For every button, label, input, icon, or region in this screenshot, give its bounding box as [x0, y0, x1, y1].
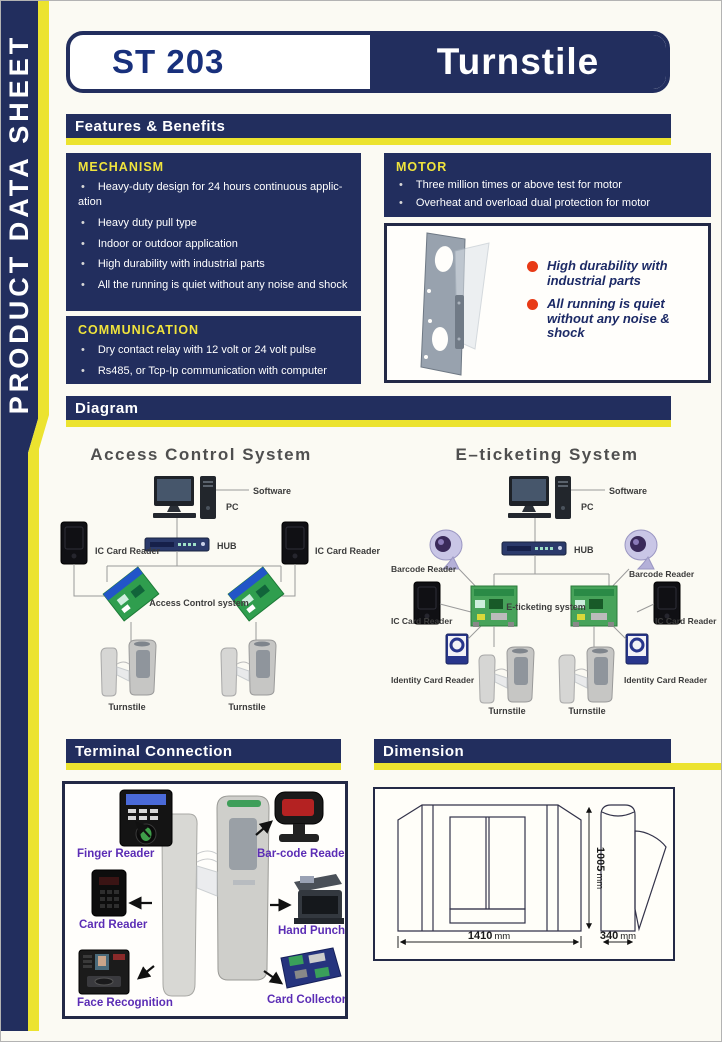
- barcode-reader-image: [275, 792, 323, 842]
- ic-card-reader-icon: [282, 522, 308, 564]
- pc-label: PC: [226, 502, 239, 512]
- height-dimension-label: 1005mm: [594, 846, 606, 890]
- model-number: ST 203: [112, 43, 225, 80]
- motor-image-panel: [384, 223, 711, 383]
- hub-icon: [502, 542, 566, 555]
- ic-card-reader-label: IC Card Reader: [391, 616, 453, 626]
- terminal-connection-figure: [65, 784, 345, 1016]
- motor-box: [384, 153, 711, 217]
- highlight-item: All running is quiet without any noise & shock: [527, 297, 697, 341]
- product-name: Turnstile: [370, 35, 666, 89]
- depth-dimension-label: 340 mm: [599, 930, 637, 942]
- mechanism-item: • High durability with industrial parts: [78, 257, 351, 272]
- eticketing-diagram: [389, 434, 722, 724]
- card-collector-image: [281, 948, 341, 988]
- hub-label: HUB: [574, 545, 594, 555]
- access-diagram-title: Access Control System: [90, 445, 312, 464]
- face-recognition-label: Face Recognition: [77, 997, 173, 1009]
- motor-highlights: [527, 259, 697, 350]
- turnstile-center-image: [162, 796, 269, 996]
- identity-card-reader-icon: [626, 634, 648, 664]
- access-control-diagram: [59, 434, 389, 724]
- side-view-drawing: [601, 805, 666, 931]
- turnstile-icon: [479, 647, 534, 703]
- card-reader-image: [92, 870, 126, 916]
- ic-card-reader-label: IC Card Reader: [95, 546, 161, 556]
- front-view-drawing: [398, 805, 581, 931]
- card-collector-label: Card Collector: [267, 994, 345, 1006]
- header-box: [66, 31, 670, 93]
- face-recognition-image: [79, 950, 129, 994]
- hand-punch-image: [294, 874, 344, 924]
- software-label: Software: [609, 486, 648, 496]
- communication-title: COMMUNICATION: [78, 323, 200, 337]
- width-dimension-label: 1410 mm: [467, 930, 511, 942]
- control-board-icon: [103, 567, 159, 621]
- section-bar-terminal: Terminal Connection: [66, 739, 341, 763]
- identity-card-reader-icon: [446, 634, 468, 664]
- mechanism-box: [66, 153, 361, 311]
- mechanism-title: MECHANISM: [78, 160, 165, 174]
- ic-card-reader-label: IC Card Reader: [655, 616, 717, 626]
- highlight-item: High durability with industrial parts: [527, 259, 697, 288]
- pc-label: PC: [581, 502, 594, 512]
- terminal-underline: [66, 763, 341, 770]
- controller-label: Access Control system: [149, 598, 249, 608]
- communication-item: • Rs485, or Tcp-Ip communication with computer: [78, 364, 351, 379]
- finger-reader-label: Finger Reader: [77, 848, 155, 860]
- section-bar-dimension: Dimension: [374, 739, 671, 763]
- ic-card-reader-icon: [61, 522, 87, 564]
- sidebar-vertical-title: PRODUCT DATA SHEET: [4, 33, 34, 415]
- section-bar-diagram: Diagram: [66, 396, 671, 420]
- communication-box: [66, 316, 361, 384]
- controller-label: E-ticketing system: [506, 602, 586, 612]
- turnstile-label: Turnstile: [228, 702, 266, 712]
- control-board-icon: [228, 567, 284, 621]
- identity-card-reader-label: Identity Card Reader: [624, 675, 708, 685]
- bracket-mechanism-image: [399, 229, 529, 381]
- barcode-reader-label: Barcode Reader: [629, 569, 695, 579]
- mechanism-item: • Indoor or outdoor application: [78, 237, 351, 252]
- dimension-drawing: [375, 789, 673, 959]
- software-label: Software: [253, 486, 292, 496]
- mechanism-item: • Heavy duty pull type: [78, 216, 351, 231]
- turnstile-label: Turnstile: [568, 706, 606, 716]
- dimension-underline: [374, 763, 722, 770]
- turnstile-icon: [559, 647, 614, 703]
- turnstile-icon: [221, 640, 276, 696]
- mechanism-item: • Heavy-duty design for 24 hours continuous applic-ation: [78, 180, 351, 210]
- barcode-reader-label: Bar-code Reader: [257, 848, 345, 860]
- barcode-reader-icon: [625, 530, 657, 569]
- turnstile-icon: [101, 640, 156, 696]
- motor-item: • Three million times or above test for motor: [396, 178, 701, 193]
- card-reader-label: Card Reader: [79, 919, 148, 931]
- hub-label: HUB: [217, 541, 237, 551]
- barcode-reader-label: Barcode Reader: [391, 564, 457, 574]
- communication-item: • Dry contact relay with 12 volt or 24 volt pulse: [78, 343, 351, 358]
- identity-card-reader-label: Identity Card Reader: [391, 675, 475, 685]
- motor-title: MOTOR: [396, 160, 448, 174]
- turnstile-label: Turnstile: [488, 706, 526, 716]
- red-bullet-icon: [527, 299, 538, 310]
- finger-reader-image: [120, 790, 172, 846]
- mechanism-item: • All the running is quiet without any noise and shock: [78, 278, 351, 293]
- terminal-connection-box: [62, 781, 348, 1019]
- section-bar-features: Features & Benefits: [66, 114, 671, 138]
- diagram-underline: [66, 420, 671, 427]
- motor-item: • Overheat and overload dual protection for motor: [396, 196, 701, 211]
- arrow-to-card-collector: [264, 971, 281, 983]
- arrow-to-face-recognition: [139, 966, 154, 978]
- hand-punch-label: Hand Punch: [278, 925, 345, 937]
- turnstile-label: Turnstile: [108, 702, 146, 712]
- eticketing-diagram-title: E–ticketing System: [455, 445, 639, 464]
- red-bullet-icon: [527, 261, 538, 272]
- features-underline: [66, 138, 671, 145]
- ic-card-reader-label: IC Card Reader: [315, 546, 381, 556]
- pc-computer-icon: [153, 476, 216, 519]
- pc-computer-icon: [508, 476, 571, 519]
- dimension-box: [373, 787, 675, 961]
